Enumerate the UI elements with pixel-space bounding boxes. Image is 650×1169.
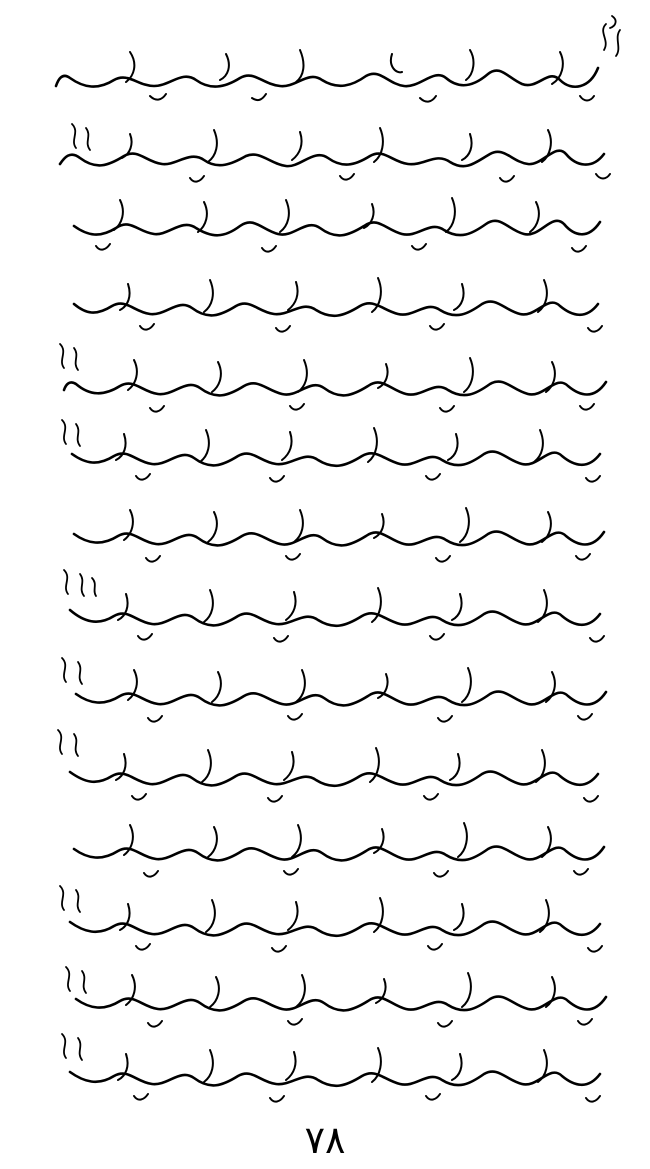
manuscript-line-10 xyxy=(58,730,598,802)
manuscript-line-8 xyxy=(64,570,604,642)
manuscript-line-6 xyxy=(62,420,600,482)
manuscript-line-7 xyxy=(74,508,604,562)
page-number: ٧٨ xyxy=(304,1118,346,1162)
manuscript-line-4 xyxy=(74,278,602,332)
manuscript-line-5 xyxy=(60,344,606,412)
manuscript-line-9 xyxy=(62,658,606,722)
manuscript-line-11 xyxy=(74,823,604,877)
manuscript-line-13 xyxy=(66,967,606,1027)
manuscript-line-3 xyxy=(74,198,600,252)
manuscript-line-1 xyxy=(56,16,620,102)
manuscript-line-2 xyxy=(60,124,610,182)
manuscript-line-12 xyxy=(60,886,602,952)
manuscript-line-14 xyxy=(62,1034,600,1102)
